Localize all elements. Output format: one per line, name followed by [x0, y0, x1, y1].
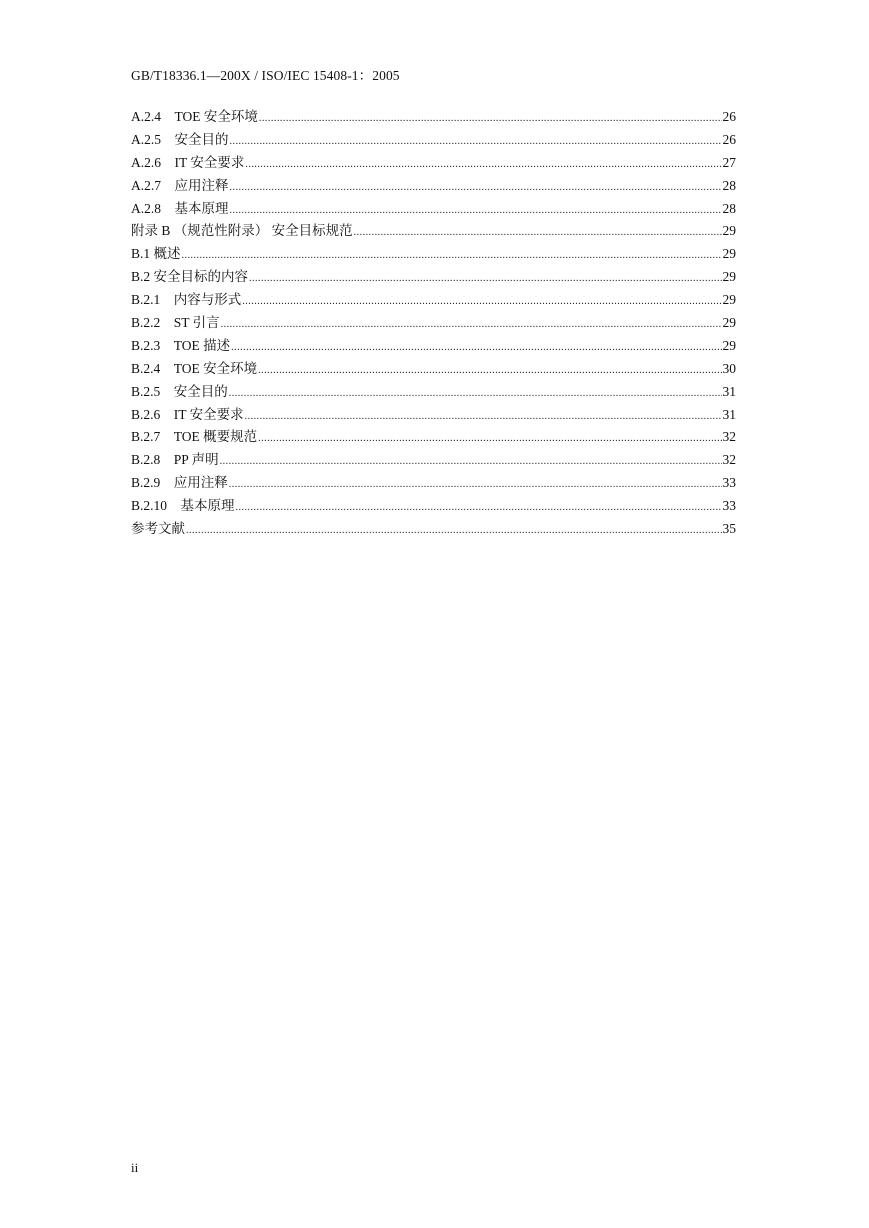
toc-entry[interactable]	[131, 243, 736, 266]
toc-entry[interactable]	[131, 404, 736, 427]
toc-entry-page: 27	[722, 154, 736, 170]
toc-entry-page: 29	[722, 223, 736, 239]
toc-entry-page: 26	[722, 131, 736, 147]
toc-entry-page: 28	[722, 177, 736, 193]
toc-entry-page: 28	[722, 200, 736, 216]
toc-entry-page: 26	[722, 109, 736, 124]
toc-dot-leader	[242, 291, 721, 314]
toc-dot-leader	[186, 520, 722, 543]
toc-dot-leader	[258, 360, 721, 383]
toc-entry[interactable]	[131, 312, 736, 335]
toc-entry[interactable]	[131, 335, 736, 358]
page-number-footer: ii	[131, 1160, 139, 1175]
toc-entry[interactable]	[131, 198, 736, 221]
toc-entry-label: B.2.3 TOE 描述	[131, 337, 231, 353]
toc-entry[interactable]	[131, 381, 736, 404]
toc-dot-leader	[229, 383, 722, 406]
toc-entry-label: 附录 B （规范性附录） 安全目标规范	[131, 223, 353, 239]
toc-entry-page: 33	[722, 475, 736, 491]
toc-entry-label: B.1 概述	[131, 246, 181, 262]
toc-entry-label: B.2 安全目标的内容	[131, 269, 249, 285]
toc-entry-page: 29	[722, 292, 736, 308]
toc-entry[interactable]	[131, 106, 736, 129]
toc-entry-label: B.2.1 内容与形式	[131, 292, 242, 308]
toc-dot-leader	[259, 108, 722, 131]
toc-entry-page: 29	[722, 269, 736, 285]
toc-dot-leader	[230, 177, 722, 200]
toc-entry[interactable]	[131, 129, 736, 152]
toc-entry[interactable]	[131, 495, 736, 518]
toc-entry-page: 29	[722, 315, 736, 331]
toc-entry[interactable]	[131, 358, 736, 381]
toc-entry-label: B.2.10 基本原理	[131, 498, 235, 514]
toc-dot-leader	[182, 245, 722, 268]
toc-dot-leader	[220, 451, 722, 474]
toc-entry-label: B.2.2 ST 引言	[131, 315, 220, 331]
toc-entry-label: A.2.4 TOE 安全环境	[131, 109, 258, 124]
toc-dot-leader	[236, 497, 722, 520]
toc-entry[interactable]	[131, 220, 736, 243]
toc-entry[interactable]	[131, 152, 736, 175]
toc-entry-label: A.2.5 安全目的	[131, 131, 229, 147]
toc-entry-page: 31	[722, 383, 736, 399]
toc-dot-leader	[258, 428, 721, 451]
toc-entry-label: B.2.5 安全目的	[131, 383, 228, 399]
toc-entry-page: 33	[722, 498, 736, 514]
toc-entry-label: B.2.6 IT 安全要求	[131, 406, 244, 422]
toc-entry-label: A.2.7 应用注释	[131, 177, 229, 193]
toc-entry-label: A.2.6 IT 安全要求	[131, 154, 245, 170]
toc-dot-leader	[249, 268, 721, 291]
toc-dot-leader	[229, 474, 722, 497]
toc-dot-leader	[221, 314, 722, 337]
toc-entry-page: 32	[722, 452, 736, 468]
toc-entry-label: B.2.7 TOE 概要规范	[131, 429, 258, 445]
toc-entry[interactable]	[131, 289, 736, 312]
toc-entry-page: 29	[722, 337, 736, 353]
toc-entry-page: 31	[722, 406, 736, 422]
toc-dot-leader	[354, 222, 722, 245]
toc-dot-leader	[245, 406, 722, 429]
toc-entry-label: B.2.8 PP 声明	[131, 452, 219, 468]
toc-entry-page: 32	[722, 429, 736, 445]
toc-dot-leader	[230, 200, 722, 223]
toc-entry-label: B.2.4 TOE 安全环境	[131, 360, 258, 376]
toc-entry-page: 30	[722, 360, 736, 376]
toc-dot-leader	[245, 154, 721, 177]
toc-dot-leader	[230, 131, 722, 154]
table-of-contents	[131, 106, 736, 541]
toc-entry-label: A.2.8 基本原理	[131, 200, 229, 216]
toc-entry[interactable]	[131, 175, 736, 198]
toc-entry-page: 29	[722, 246, 736, 262]
toc-entry[interactable]	[131, 518, 736, 541]
toc-entry[interactable]	[131, 266, 736, 289]
toc-entry[interactable]	[131, 472, 736, 495]
toc-entry-label: B.2.9 应用注释	[131, 475, 228, 491]
running-header: GB/T18336.1—200X / ISO/IEC 15408-1：2005	[131, 68, 400, 83]
toc-dot-leader	[231, 337, 721, 360]
toc-entry[interactable]	[131, 426, 736, 449]
toc-entry[interactable]	[131, 449, 736, 472]
toc-entry-page: 35	[722, 521, 736, 537]
toc-entry-label: 参考文献	[131, 521, 185, 537]
